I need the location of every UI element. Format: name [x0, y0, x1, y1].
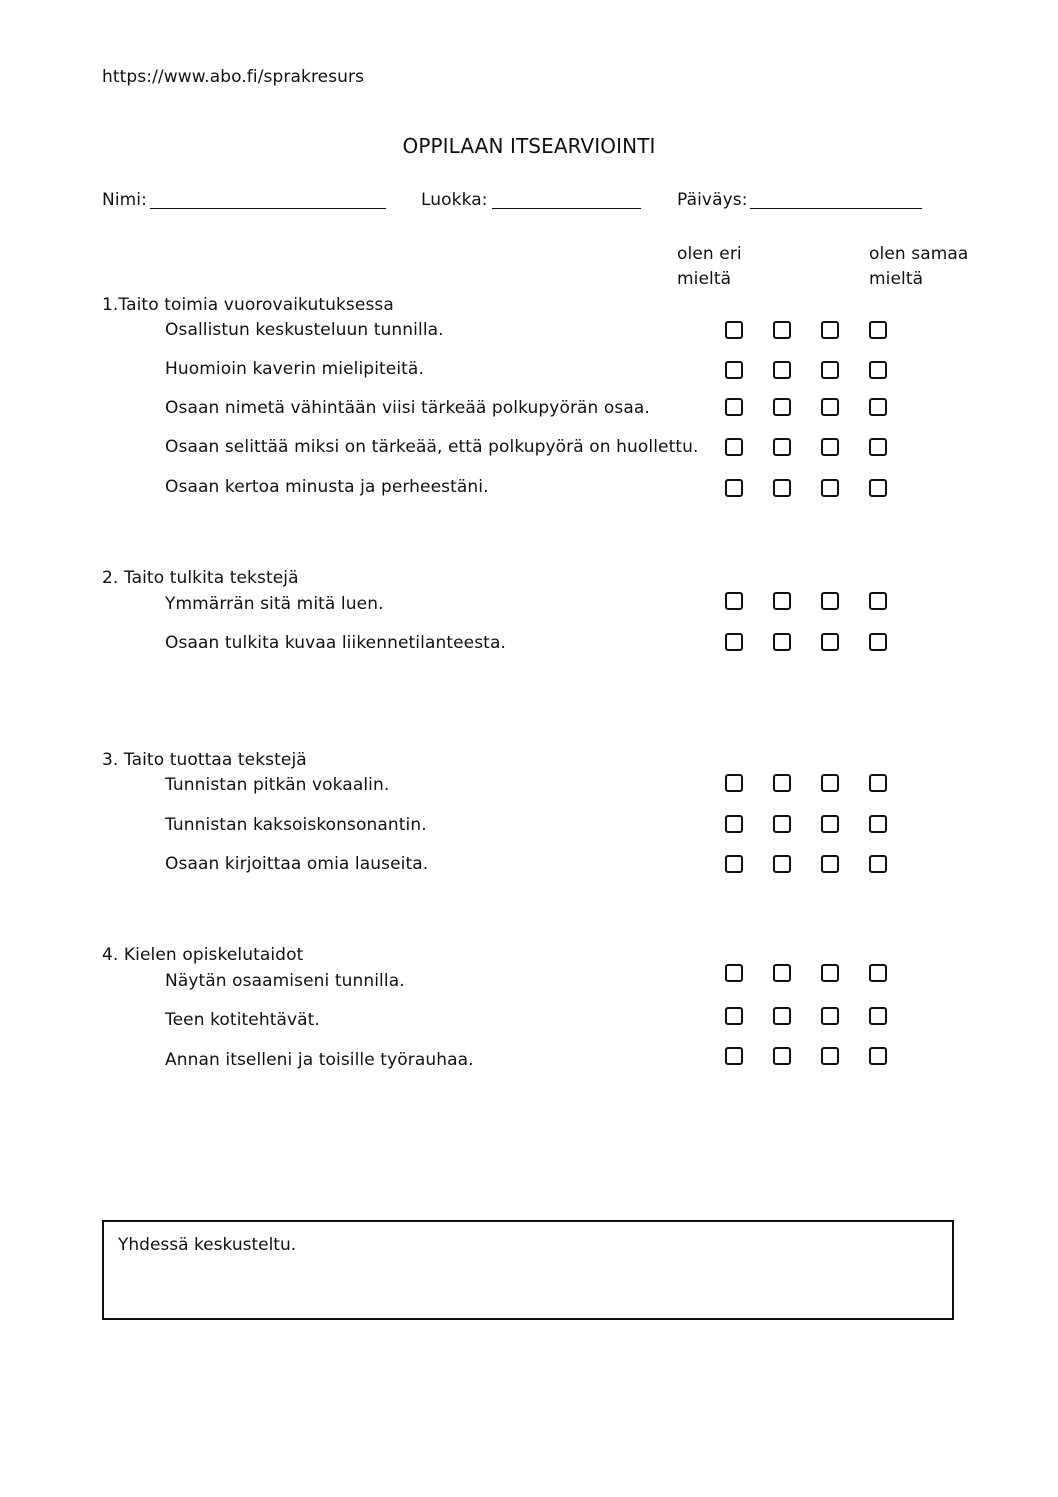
rating-checkbox-1[interactable]: [725, 815, 743, 833]
class-label: Luokka:: [421, 190, 488, 210]
rating-checkbox-3[interactable]: [821, 633, 839, 651]
rating-checkbox-3[interactable]: [821, 1007, 839, 1025]
date-field[interactable]: [750, 208, 922, 209]
rating-checkbox-3[interactable]: [821, 398, 839, 416]
rating-checkbox-2[interactable]: [773, 633, 791, 651]
statement: Huomioin kaverin mielipiteitä.: [165, 359, 424, 379]
section-title: 3. Taito tuottaa tekstejä: [102, 750, 307, 770]
statement: Osaan kertoa minusta ja perheestäni.: [165, 477, 489, 497]
rating-checkbox-4[interactable]: [869, 1047, 887, 1065]
rating-checkbox-4[interactable]: [869, 1007, 887, 1025]
scale-label-disagree: olen eri mieltä: [677, 244, 742, 289]
section-title: 4. Kielen opiskelutaidot: [102, 945, 304, 965]
rating-checkbox-4[interactable]: [869, 592, 887, 610]
statement: Osaan tulkita kuvaa liikennetilanteesta.: [165, 633, 506, 653]
section-title: 1.Taito toimia vuorovaikutuksessa: [102, 295, 394, 315]
statement: Tunnistan pitkän vokaalin.: [165, 775, 390, 795]
section-title: 2. Taito tulkita tekstejä: [102, 568, 299, 588]
rating-checkbox-2[interactable]: [773, 438, 791, 456]
rating-checkbox-2[interactable]: [773, 964, 791, 982]
statement: Osaan selittää miksi on tärkeää, että polkupyörä on huollettu.: [165, 437, 699, 457]
statement: Tunnistan kaksoiskonsonantin.: [165, 815, 427, 835]
rating-checkbox-1[interactable]: [725, 1047, 743, 1065]
rating-checkbox-3[interactable]: [821, 964, 839, 982]
rating-checkbox-3[interactable]: [821, 855, 839, 873]
rating-checkbox-2[interactable]: [773, 321, 791, 339]
rating-checkbox-2[interactable]: [773, 398, 791, 416]
statement: Näytän osaamiseni tunnilla.: [165, 971, 405, 991]
rating-checkbox-1[interactable]: [725, 774, 743, 792]
statement: Ymmärrän sitä mitä luen.: [165, 594, 384, 614]
rating-checkbox-2[interactable]: [773, 592, 791, 610]
rating-checkbox-1[interactable]: [725, 592, 743, 610]
rating-checkbox-1[interactable]: [725, 361, 743, 379]
statement: Annan itselleni ja toisille työrauhaa.: [165, 1050, 474, 1070]
rating-checkbox-1[interactable]: [725, 321, 743, 339]
rating-checkbox-3[interactable]: [821, 438, 839, 456]
rating-checkbox-2[interactable]: [773, 815, 791, 833]
rating-checkbox-1[interactable]: [725, 398, 743, 416]
rating-checkbox-4[interactable]: [869, 633, 887, 651]
rating-checkbox-1[interactable]: [725, 479, 743, 497]
page-title: OPPILAAN ITSEARVIOINTI: [402, 134, 656, 158]
rating-checkbox-1[interactable]: [725, 855, 743, 873]
statement: Osaan kirjoittaa omia lauseita.: [165, 854, 429, 874]
rating-checkbox-2[interactable]: [773, 479, 791, 497]
date-label: Päiväys:: [677, 190, 748, 210]
class-field[interactable]: [492, 208, 641, 209]
scale-label-agree: olen samaa mieltä: [869, 244, 969, 289]
rating-checkbox-4[interactable]: [869, 438, 887, 456]
name-field[interactable]: [150, 208, 386, 209]
rating-checkbox-3[interactable]: [821, 815, 839, 833]
rating-checkbox-2[interactable]: [773, 774, 791, 792]
rating-checkbox-3[interactable]: [821, 774, 839, 792]
statement: Osaan nimetä vähintään viisi tärkeää polkupyörän osaa.: [165, 398, 650, 418]
rating-checkbox-4[interactable]: [869, 815, 887, 833]
statement: Osallistun keskusteluun tunnilla.: [165, 320, 444, 340]
statement: Teen kotitehtävät.: [165, 1010, 320, 1030]
rating-checkbox-3[interactable]: [821, 479, 839, 497]
rating-checkbox-4[interactable]: [869, 774, 887, 792]
rating-checkbox-4[interactable]: [869, 361, 887, 379]
rating-checkbox-4[interactable]: [869, 479, 887, 497]
rating-checkbox-3[interactable]: [821, 361, 839, 379]
rating-checkbox-3[interactable]: [821, 1047, 839, 1065]
rating-checkbox-4[interactable]: [869, 964, 887, 982]
source-url: https://www.abo.fi/sprakresurs: [102, 67, 365, 87]
comment-box[interactable]: [102, 1220, 954, 1320]
rating-checkbox-1[interactable]: [725, 1007, 743, 1025]
comment-label: Yhdessä keskusteltu.: [118, 1235, 297, 1255]
rating-checkbox-4[interactable]: [869, 398, 887, 416]
rating-checkbox-3[interactable]: [821, 592, 839, 610]
rating-checkbox-3[interactable]: [821, 321, 839, 339]
name-label: Nimi:: [102, 190, 147, 210]
rating-checkbox-2[interactable]: [773, 1047, 791, 1065]
rating-checkbox-2[interactable]: [773, 855, 791, 873]
rating-checkbox-1[interactable]: [725, 964, 743, 982]
rating-checkbox-2[interactable]: [773, 1007, 791, 1025]
rating-checkbox-1[interactable]: [725, 633, 743, 651]
rating-checkbox-1[interactable]: [725, 438, 743, 456]
rating-checkbox-2[interactable]: [773, 361, 791, 379]
rating-checkbox-4[interactable]: [869, 855, 887, 873]
rating-checkbox-4[interactable]: [869, 321, 887, 339]
